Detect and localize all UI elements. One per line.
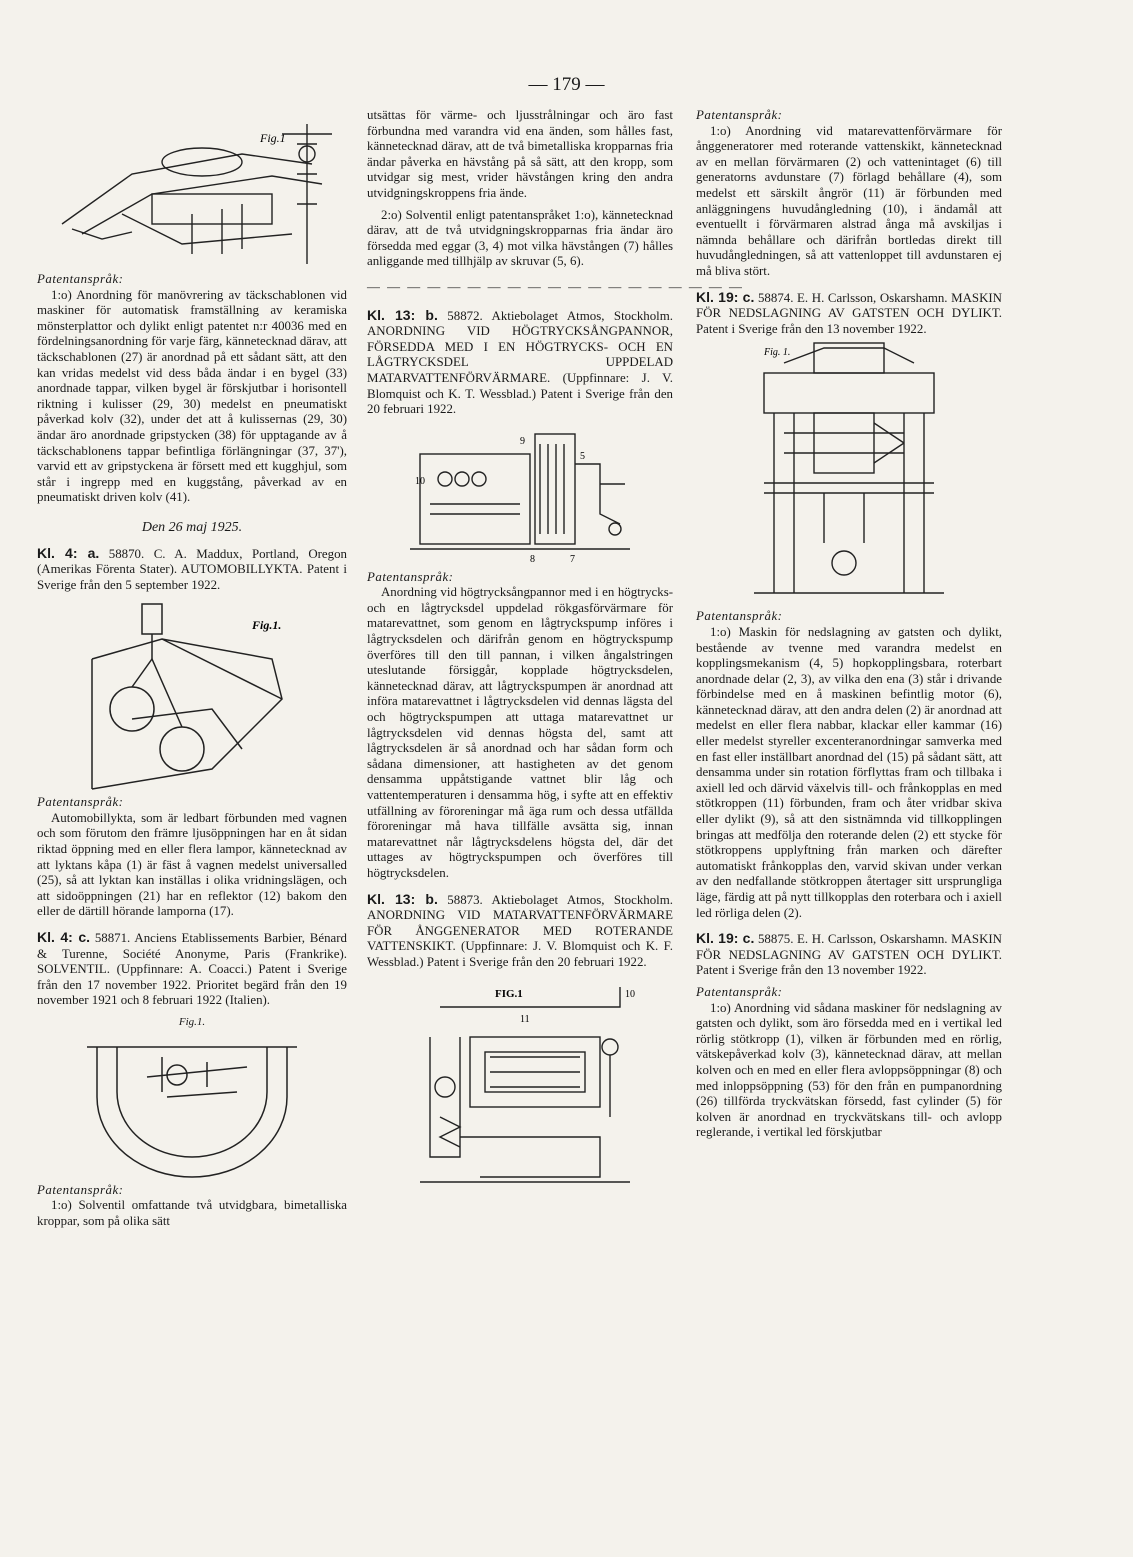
class-label: Kl. 19: c. xyxy=(696,930,755,947)
fig-label: Fig. 1. xyxy=(764,347,791,359)
claim-heading: Patentanspråk: xyxy=(696,609,783,624)
claim-text: 1:o) Anordning för manövrering av täckschablonen vid maskiner för automatisk framställning av keramiska mönsterplattor och dylikt enligt patentet n:r 40036 med en fördelningsanordning för varje färg, kännetecknad därav, att täckschablonen (27) är anordnad på ett sådant sätt, att den kan vridas medelst vid dess båda ändar i en bygel (33) anordnade tappar, vilken bygel är förskjutbar i horisontell riktning i kulisser (29, 30) medelst en pneumatiskt påverkad kolv (32), under det att å kulissernas (29, 30) ändar äro anordnade gripstycken (38) för upptagande av å täckschablonens tappar befintliga förlängningar (37, 37'), varvid ett av gripstyckena är försett med ett kugghjul, som står i ingrepp med en kuggstång, påverkad av en pneumatiskt driven kolv (41). xyxy=(37,287,347,505)
claim-continuation: utsättas för värme- och ljusstrålningar och äro fast förbundna med varandra vid ena änden, som hålles fast, kännetecknad därav, att de två bimetalliska kropparnas fria ändar påverka en hävstång på så sätt, att den kropp, som utvidgar sig mest, vrider hävstången kring den andra utvidgningskroppens fria ände. xyxy=(367,108,673,200)
figure-sun-valve xyxy=(67,1037,317,1177)
entry-text: 58875. E. H. Carlsson, Oskarshamn. MASKIN FÖR NEDSLAGNING AV GATSTEN OCH DYLIKT. Patent i Sverige från den 13 november 1922. xyxy=(696,932,1002,978)
claim-text: 1:o) Anordning vid sådana maskiner för nedslagning av gatsten och dylikt, som äro försedda med en i vertikal led rörlig stötkropp (1), vilken är förbunden med en rörlig, vätskepåverkad kolv (3), kännetecknad därav, att mellan kolven och en med en eller flera avloppsöppningar (8) och med inloppsöppning (53) för den från en pumpanordning (26) tillförda tryckvätskan försedd, fast cylinder (5) för kolven är anordnad en tryckvätskans till- och avlopp reglerande, i vertikal led förskjutbar xyxy=(696,1000,1002,1140)
fig-label: FIG.1 xyxy=(495,987,523,1000)
figure-feedwater-heater xyxy=(400,977,640,1197)
svg-text:11: 11 xyxy=(520,1013,530,1025)
entry-text: 58870. C. A. Maddux, Portland, Oregon (Amerikas Förenta Stater). AUTOMOBILLYKTA. Patent i Sverige från den 5 september 1922. xyxy=(37,546,347,592)
svg-text:5: 5 xyxy=(580,450,585,462)
class-label: Kl. 4: c. xyxy=(37,929,90,946)
patent-entry-58870 xyxy=(37,546,347,594)
claim-text: 2:o) Solventil enligt patentanspråket 1:o), kännetecknad därav, att de två utvidgningskropparnas fria ändar äro försedda med eggar (3, 4) mot vilka hävstången (7) hålles anliggande med tillhjälp av skruvar (5, 6). xyxy=(367,207,673,269)
fig2-label: Fig.1. xyxy=(252,618,282,633)
svg-text:8: 8 xyxy=(530,553,535,565)
entry-text: 58871. Anciens Etablissements Barbier, Bénard & Turenne, Société Anonyme, Paris (Frankrike). SOLVENTIL. (Uppfinnare: A. Coacci.) Patent i Sverige från den 17 november 1922. Prioritet begärd från den 19 november 1921 och 8 februari 1922 (Italien). xyxy=(37,931,347,1008)
class-label: Kl. 4: a. xyxy=(37,544,100,561)
claim-text: 1:o) Anordning vid matarevattenförvärmare för ånggeneratorer med roterande vattenskikt, kännetecknad av en mellan förvärmaren (2) och vattenintaget (6) till generatorns avdunstare (7) förlagd behållare (4), som medelst ett särskilt ångrör (11) är förbunden med anläggningens huvudångledning (10), i ändamål att eventuellt i förvärmaren alstrad ånga må avskiljas i nämnda behållare och därifrån bortledas direkt till huvudångledningen, så att vattenloppet till avdunstaren ej må bliva stört. xyxy=(696,123,1002,278)
column-left xyxy=(37,108,347,1235)
entry-text: 58873. Aktiebolaget Atmos, Stockholm. ANORDNING VID MATARVATTENFÖRVÄRMARE FÖR ÅNGGENERATOR MED ROTERANDE VATTENSKIKT. (Uppfinnare: J. V. Blomquist och K. F. Wessblad.) Patent i Sverige från den 20 februari 1922. xyxy=(367,892,673,969)
fig3-label: Fig.1. xyxy=(178,1016,206,1028)
section-divider: — — — — — — — — — — — — — — — — — — — xyxy=(367,279,744,294)
figure-automobile-lamp xyxy=(72,599,312,789)
date-heading: Den 26 maj 1925. xyxy=(141,519,243,535)
claim-text: 1:o) Maskin för nedslagning av gatsten och dylikt, bestående av tvenne med varandra medelst en kopplingsmekanism (4, 5) hopkopplingsbara, roterbart anordnade delar (2, 3), av vilka den ena (3) står i drivande förbindelse med en å maskinen befintlig motor (6), kännetecknad därav, att den andra delen (2) är anordnad att medelst en eller flera nabbar, klackar eller kammar (16) eller medelst styreller excenteranordningar samverka med en fast eller inställbart anordnad del (15) på sådant sätt, att densamma under sin rotation förflyttas fram och tillbaka i axiell led och därvid växelvis till- och frånkopplas en med stötkroppen (11) förbunden, fram och åter vridbar skiva eller dylikt (9), så att den sistnämnda vid tillkopplingen bringas att medfölja den roterande delen (2) ett stycke för stötkroppens upplyftning från marken och därefter automatiskt frånkopplas den, varvid skivan under verkan av den nedfallande stötkroppen återtager sitt ursprungliga läge, färdig att på nytt tillkopplas den roterbara och i axiell led rörliga delen (2). xyxy=(696,624,1002,920)
svg-text:10: 10 xyxy=(625,988,635,1000)
fig1-label: Fig.1 xyxy=(260,131,286,145)
entry-text: 58874. E. H. Carlsson, Oskarshamn. MASKIN FÖR NEDSLAGNING AV GATSTEN OCH DYLIKT. Patent i Sverige från den 13 november 1922. xyxy=(696,290,1002,336)
figure-tile-machine xyxy=(42,114,342,266)
patent-entry-58872 xyxy=(367,308,673,418)
svg-text:7: 7 xyxy=(570,553,575,565)
entry-text: 58872. Aktiebolaget Atmos, Stockholm. ANORDNING VID HÖGTRYCKSÅNGPANNOR, FÖRSEDDA MED I EN HÖGTRYCKS- OCH EN LÅGTRYCKSDEL UPPDELAD MATARVATTENFÖRVÄRMARE. (Uppfinnare: J. V. Blomquist och K. T. Wessblad.) Patent i Sverige från den 20 februari 1922. xyxy=(367,308,673,417)
claim-heading: Patentanspråk: xyxy=(37,272,124,286)
patent-entry-58871 xyxy=(37,930,347,1009)
svg-text:10: 10 xyxy=(415,475,425,487)
patent-entry-58873 xyxy=(367,892,673,971)
patent-entry-58874 xyxy=(696,290,1002,338)
figure-boiler-preheater xyxy=(400,424,640,564)
class-label: Kl. 13: b. xyxy=(367,306,438,323)
claim-heading: Patentanspråk: xyxy=(37,795,124,810)
claim-heading: Patentanspråk: xyxy=(37,1182,124,1197)
patent-entry-58875 xyxy=(696,931,1002,979)
class-label: Kl. 19: c. xyxy=(696,288,755,305)
claim-heading: Patentanspråk: xyxy=(367,569,454,584)
class-label: Kl. 13: b. xyxy=(367,890,438,907)
claim-text: Anordning vid högtrycksångpannor med i en högtrycks- och en lågtrycksdel uppdelad rökgasförvärmare för matarevattnet, som genom en lågtryckspump införes i lågtrycksdelen och därifrån genom en högtryckspump överföres till den till pannan, i vilken ångalstringen uteslutande försiggår, kopplade högtrycksdelen, kännetecknad därav, att lågtryckspumpen är anordnad att införa matarevattnet i lågtrycksdelen vid dennas lägsta del och högtryckspumpen att uttaga matarevattnet ur lågtrycksdelen vid dennas högsta del, samt att lågtrycksdelen är så anordnad och har sådan form och sådana dimensioner, att hastigheten av det genom densamma uppåtstigande vattnet blir låg och vattentemperaturen i densamma hög, i syfte att en effektiv utfällning av föroreningar må äga rum och dessa utfällda föroreningar må hava tillfälle avsätta sig, innan matarevattnet når lågtrycksdelens högsta del, där det uttages av högtryckspumpen och överföres till högtrycksdelen. xyxy=(367,585,673,880)
claim-heading: Patentanspråk: xyxy=(696,108,783,122)
page-number: — 179 — xyxy=(528,74,605,95)
figure-paving-machine xyxy=(724,343,974,603)
column-right xyxy=(696,108,1002,1147)
claim-text: Automobillykta, som är ledbart förbunden med vagnen och som förutom den främre ljusöppningen har en åt sidan riktad öppning med en eller flera lampor, kännetecknad av att lyktans kåpa (1) är fäst å vagnen medelst universalled (25), så att lyktan kan inställas i olika vridningslägen, och att sidoöppningen (21) har en reflektor (12) bakom den eller de därtill hörande lamporna (17). xyxy=(37,810,347,919)
svg-text:9: 9 xyxy=(520,435,525,447)
claim-text: 1:o) Solventil omfattande två utvidgbara, bimetalliska kroppar, som på olika sätt xyxy=(37,1198,347,1228)
claim-heading: Patentanspråk: xyxy=(696,984,783,999)
